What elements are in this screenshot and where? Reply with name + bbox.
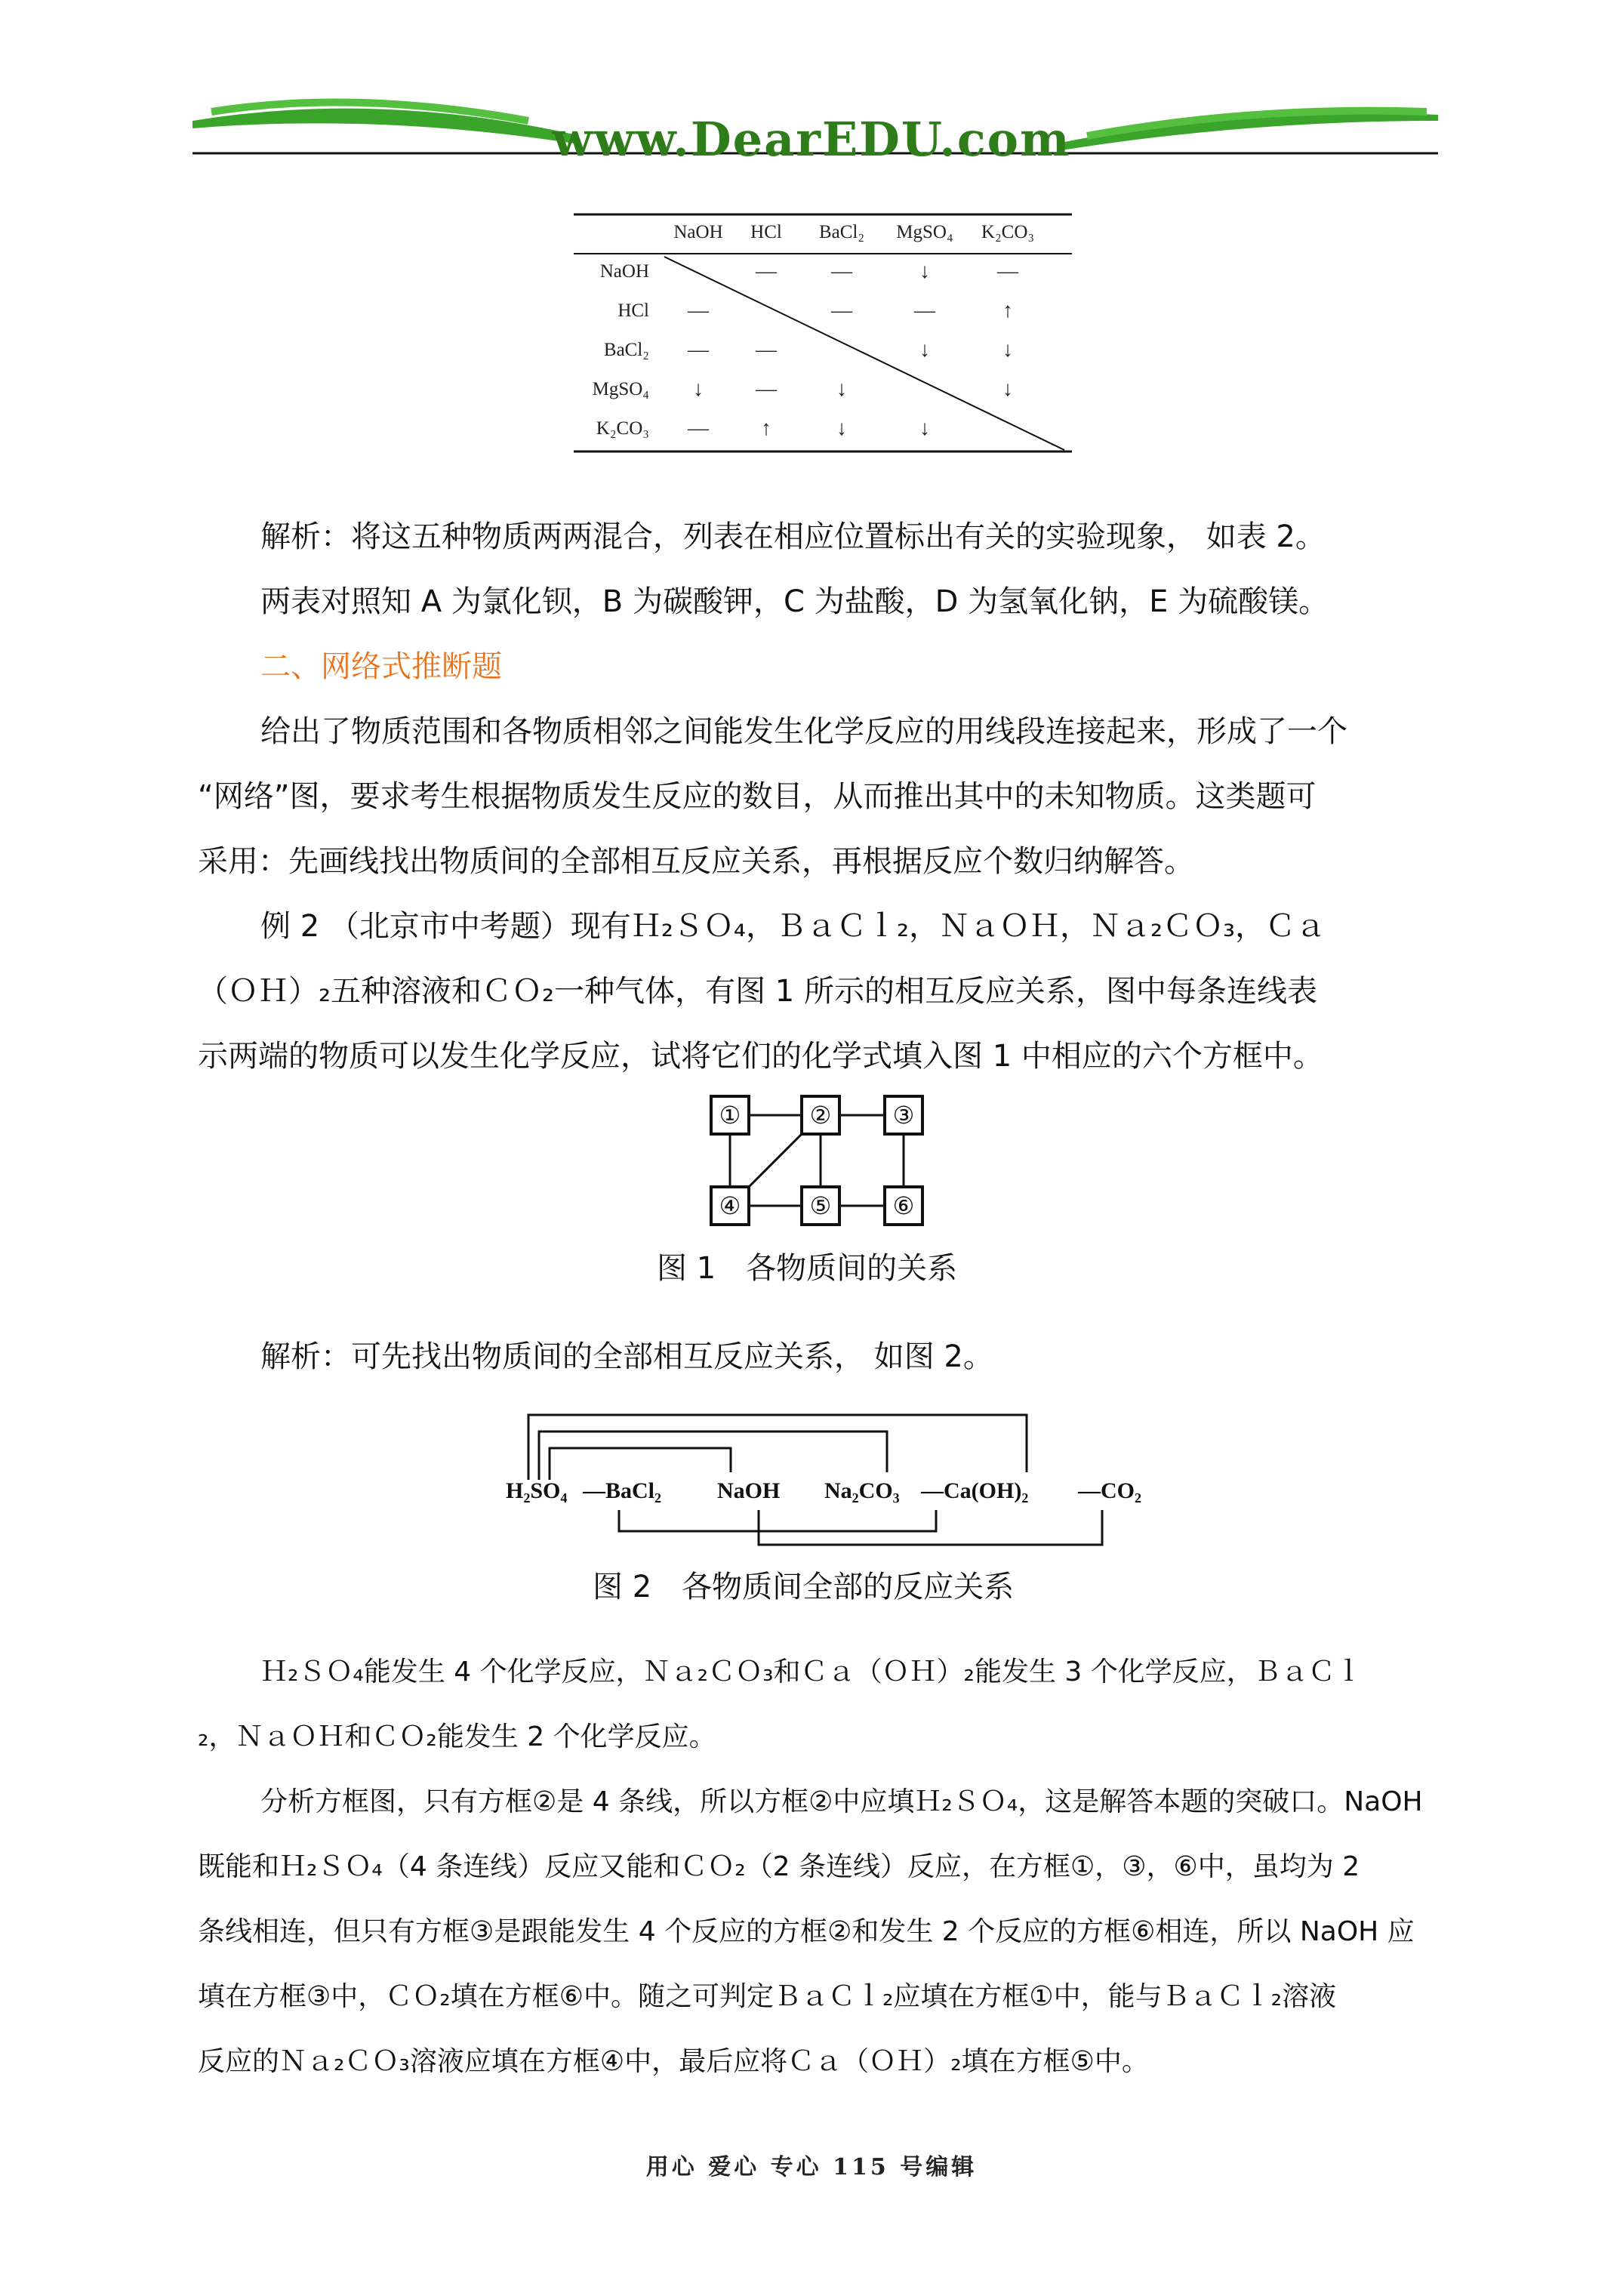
table-cell: — [997, 260, 1018, 283]
paragraph: 反应的Ｎａ₂ＣＯ₃溶液应填在方框④中，最后应将Ｃａ（ＯＨ）₂填在方框⑤中。 [198, 2046, 1149, 2077]
box-number: ④ [719, 1191, 741, 1220]
figure-2-diagram [498, 1404, 1163, 1548]
formula-label: Na₂CO₃ [824, 1478, 900, 1503]
paragraph: 填在方框③中，ＣＯ₂填在方框⑥中。随之可判定ＢａＣｌ₂应填在方框①中，能与ＢａＣｌ₂溶液 [198, 1981, 1337, 2012]
formula-label: H₂SO₄ [506, 1478, 568, 1503]
paragraph: 解析：将这五种物质两两混合，列表在相应位置标出有关的实验现象， 如表 2。 [260, 519, 1326, 554]
box-6 [883, 1185, 924, 1226]
table-col-header: NaOH [673, 222, 723, 242]
box-3 [883, 1095, 924, 1136]
site-logo: www.DearEDU.com [552, 112, 1071, 167]
table-cell: ↓ [919, 417, 930, 440]
table-col-header: BaCl₂ [818, 222, 865, 242]
formula-label: —Ca(OH)₂ [921, 1478, 1029, 1503]
paragraph: （ＯＨ）₂五种溶液和ＣＯ₂一种气体，有图 1 所示的相互反应关系，图中每条连线表 [198, 974, 1317, 1009]
table-cell: — [688, 417, 709, 440]
table-row-header: MgSO₄ [592, 379, 649, 399]
table-cell: — [831, 299, 852, 322]
paragraph: 既能和Ｈ₂ＳＯ₄（4 条连线）反应又能和ＣＯ₂（2 条连线）反应，在方框①，③，⑥中，虽均为 2 [198, 1851, 1360, 1882]
table-cell: ↓ [1002, 338, 1013, 362]
paragraph: 例 2 （北京市中考题）现有Ｈ₂ＳＯ₄，ＢａＣｌ₂，ＮａＯＨ，Ｎａ₂ＣＯ₃，Ｃａ [260, 909, 1326, 944]
figure-2-caption: 图 2 各物质间全部的反应关系 [593, 1570, 1015, 1604]
paragraph: “网络”图，要求考生根据物质发生反应的数目，从而推出其中的未知物质。这类题可 [198, 779, 1317, 814]
page-header [0, 0, 1623, 166]
table-cell: — [756, 260, 777, 283]
table-row-header: NaOH [599, 261, 649, 282]
box-4 [710, 1185, 750, 1226]
paragraph: 解析：可先找出物质间的全部相互反应关系， 如图 2。 [260, 1339, 993, 1374]
paragraph: 给出了物质范围和各物质相邻之间能发生化学反应的用线段连接起来，形成了一个 [260, 714, 1347, 749]
table-col-header: K₂CO₃ [981, 222, 1035, 242]
table-cell: — [688, 338, 709, 362]
box-number: ② [809, 1101, 832, 1130]
paragraph: 条线相连，但只有方框③是跟能发生 4 个反应的方框②和发生 2 个反应的方框⑥相连，所以 NaOH 应 [198, 1916, 1415, 1947]
figure-2-lines [498, 1404, 1163, 1548]
section-title: 二、网络式推断题 [260, 649, 502, 684]
table-cell: — [688, 299, 709, 322]
figure-1-caption: 图 1 各物质间的关系 [657, 1251, 958, 1286]
table-col-header: MgSO₄ [896, 222, 953, 242]
paragraph: ₂，ＮａＯＨ和ＣＯ₂能发生 2 个化学反应。 [198, 1721, 716, 1752]
table-cell: ↓ [836, 417, 847, 440]
table-row-header: HCl [617, 300, 649, 321]
box-2 [800, 1095, 841, 1136]
table-cell: ↓ [1002, 378, 1013, 401]
box-number: ① [719, 1101, 741, 1130]
formula-label: —CO₂ [1078, 1478, 1141, 1503]
table-cell: ↑ [761, 417, 771, 440]
page-footer: 用心 爱心 专心 115 号编辑 [645, 2154, 978, 2180]
paragraph: 分析方框图，只有方框②是 4 条线，所以方框②中应填Ｈ₂ＳＯ₄，这是解答本题的突破口。NaOH [260, 1786, 1423, 1817]
table-cell: ↓ [836, 378, 847, 401]
paragraph: Ｈ₂ＳＯ₄能发生 4 个化学反应，Ｎａ₂ＣＯ₃和Ｃａ（ＯＨ）₂能发生 3 个化学反应，ＢａＣｌ [260, 1657, 1363, 1687]
table-cell: — [914, 299, 935, 322]
figure-1-diagram [710, 1095, 936, 1231]
box-number: ⑥ [892, 1191, 915, 1220]
reaction-table [566, 204, 1079, 461]
table-cell: — [831, 260, 852, 283]
paragraph: 示两端的物质可以发生化学反应，试将它们的化学式填入图 1 中相应的六个方框中。 [198, 1039, 1323, 1074]
table-cell: — [756, 378, 777, 401]
table-col-header: HCl [750, 222, 782, 242]
table-row-header: K₂CO₃ [596, 418, 649, 439]
formula-label: NaOH [717, 1478, 781, 1503]
table-cell: ↑ [1002, 299, 1013, 322]
table-cell: — [756, 338, 777, 362]
box-1 [710, 1095, 750, 1136]
box-5 [800, 1185, 841, 1226]
box-number: ⑤ [809, 1191, 832, 1220]
paragraph: 两表对照知 A 为氯化钡，B 为碳酸钾，C 为盐酸，D 为氢氧化钠，E 为硫酸镁。 [260, 584, 1329, 619]
paragraph: 采用：先画线找出物质间的全部相互反应关系，再根据反应个数归纳解答。 [198, 844, 1194, 879]
box-number: ③ [892, 1101, 915, 1130]
table-cell: ↓ [693, 378, 704, 401]
table-cell: ↓ [919, 260, 930, 283]
formula-label: —BaCl₂ [583, 1478, 662, 1503]
table-row-header: BaCl₂ [603, 340, 649, 360]
table-cell: ↓ [919, 338, 930, 362]
